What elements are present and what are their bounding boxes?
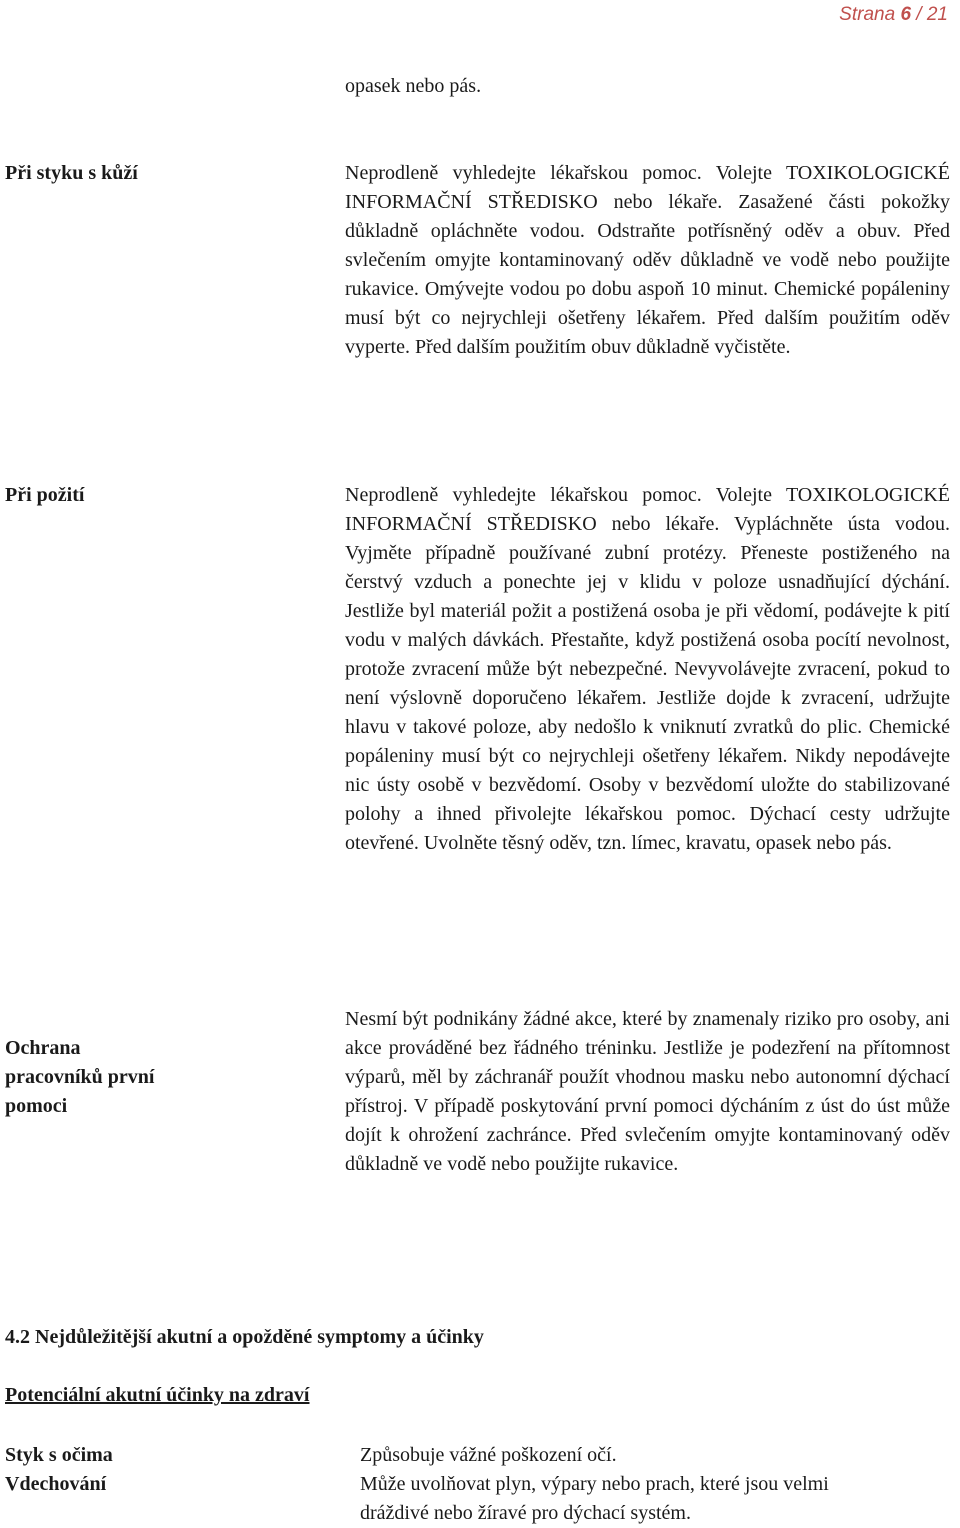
inhalation-label: Vdechování (5, 1473, 107, 1495)
ingestion-text: Neprodleně vyhledejte lékařskou pomoc. Volejte TOXIKOLOGICKÉ INFORMAČNÍ STŘEDISKO nebo lékaře. Vypláchněte ústa vodou. Vyjměte případně používané zubní protézy. Přeneste postiženého na čerstvý vzduch a ponechte jej v klidu v poloze usnadňující dýchání. Jestliže byl materiál požit a postižená osoba je při vědomí, podávejte k pití vodu v malých dávkách. Přestaňte, když postižená osoba pocítí nevolnost, protože zvracení může být nebezpečné. Nevyvolávejte zvracení, pokud to není výslovně doporučeno lékařem. Jestliže dojde k zvracení, udržujte hlavu v takové poloze, aby nedošlo k vniknutí zvratků do plic. Chemické popáleniny musí být co nejrychleji ošetřeny lékařem. Nikdy nepodávejte nic ústy osobě v bezvědomí. Osoby v bezvědomí uložte do stabilizované polohy a ihned přivolejte lékařskou pomoc. Dýchací cesty udržujte otevřené. Uvolněte těsný oděv, tzn. límec, kravatu, opasek nebo pás. (345, 484, 950, 854)
eye-contact-label: Styk s očima (5, 1444, 113, 1466)
page-label: Strana (839, 4, 901, 25)
acute-effects-subheading: Potenciální akutní účinky na zdraví (5, 1384, 310, 1406)
first-aid-protection-label-line: Ochrana (5, 1037, 81, 1059)
page-header (839, 0, 948, 30)
continuation-text: opasek nebo pás. (345, 75, 482, 97)
inhalation-text: Může uvolňovat plyn, výpary nebo prach, které jsou velmi dráždivé nebo žíravé pro dýchací systém. (360, 1473, 829, 1524)
first-aid-protection-label-line: pomoci (5, 1095, 68, 1117)
first-aid-protection-label-line: pracovníků první (5, 1066, 155, 1088)
first-aid-protection-text: Nesmí být podnikány žádné akce, které by znamenaly riziko pro osoby, ani akce prováděné bez řádného tréninku. Jestliže je podezření na přítomnost výparů, měl by záchranář použít vhodnou masku nebo autonomní dýchací přístroj. V případě poskytování první pomoci dýcháním z úst do úst může dojít k ohrožení zachránce. Před svlečením omyjte kontaminovaný oděv důkladně ve vodě nebo použijte rukavice. (345, 1008, 950, 1175)
skin-contact-label: Při styku s kůží (5, 162, 138, 184)
page-separator: / (911, 4, 927, 25)
ingestion-label: Při požití (5, 484, 85, 506)
eye-contact-text: Způsobuje vážné poškození očí. (360, 1444, 617, 1466)
total-pages-number: 21 (926, 4, 948, 25)
section-4-2-heading: 4.2 Nejdůležitější akutní a opožděné symptomy a účinky (5, 1326, 484, 1348)
current-page-number: 6 (900, 4, 912, 25)
first-aid-protection-label (5, 1034, 154, 1121)
skin-contact-text: Neprodleně vyhledejte lékařskou pomoc. Volejte TOXIKOLOGICKÉ INFORMAČNÍ STŘEDISKO nebo lékaře. Zasažené části pokožky důkladně opláchněte vodou. Odstraňte potřísněný oděv a obuv. Před svlečením omyjte kontaminovaný oděv důkladně ve vodě nebo použijte rukavice. Omývejte vodou po dobu aspoň 10 minut. Chemické popáleniny musí být co nejrychleji ošetřeny lékařem. Před dalším použitím oděv vyperte. Před dalším použitím obuv důkladně vyčistěte. (345, 162, 950, 358)
